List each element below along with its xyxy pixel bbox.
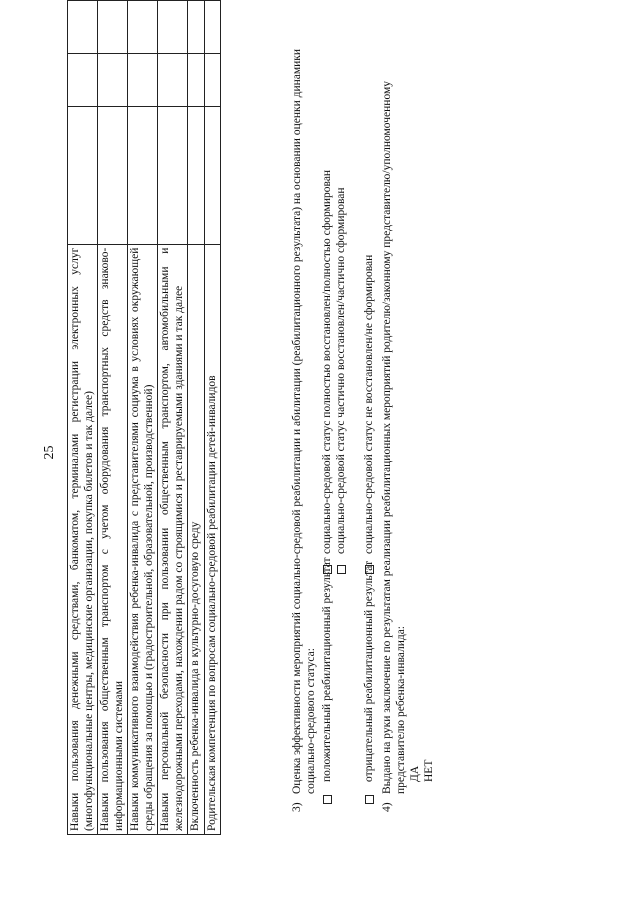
table-cell — [98, 1, 128, 54]
table-row — [128, 1, 158, 835]
table-cell — [204, 1, 221, 54]
table-cell — [188, 54, 205, 107]
section-4-heading — [380, 12, 408, 812]
skills-table — [67, 0, 221, 835]
table-cell — [188, 1, 205, 54]
table-cell — [158, 1, 188, 54]
section-number: 4) — [381, 802, 393, 812]
not-restored-label: социально-средовой статус не восстановлен/не сформирован — [363, 254, 375, 554]
partial-restore-checkbox[interactable] — [337, 565, 346, 574]
table-cell — [98, 54, 128, 107]
table-cell — [158, 107, 188, 244]
table-cell — [68, 54, 98, 107]
section-3-effectiveness — [290, 12, 376, 812]
section-4-heading-text: Выдано на руки заключение по результатам реализации реабилитационных мероприятий родителю/законному представителю/уполномоченному представителю ребенка-инвалида: — [381, 81, 407, 794]
table-cell — [68, 1, 98, 54]
negative-result-label: отрицательный реабилитационный результат — [363, 560, 375, 782]
table-cell — [128, 54, 158, 107]
table-cell — [204, 54, 221, 107]
positive-result-label: положительный реабилитационный результат — [321, 557, 333, 782]
table-cell — [128, 1, 158, 54]
section-3-heading — [290, 12, 318, 812]
table-cell-text: Навыки пользования общественным транспортом с учетом оборудования транспортных средств знаково-информационными системами — [98, 244, 128, 834]
table-cell — [204, 107, 221, 244]
answer-yes[interactable]: ДА — [409, 765, 421, 782]
negative-result-row — [362, 12, 376, 812]
full-restore-checkbox[interactable] — [323, 565, 332, 574]
full-restore-label: социально-средовой статус полностью восстановлен/полностью сформирован — [321, 169, 333, 554]
table-cell-text: Навыки пользования денежными средствами, банкоматом, терминалами регистрации электронных услуг (многофункциональные центры, медицинские организации, покупка билетов и так далее) — [68, 244, 98, 834]
table-row — [68, 1, 98, 835]
section-number: 3) — [291, 802, 303, 812]
table-cell-text: Навыки персональной безопасности при пользовании общественным транспортом, автомобильными и железнодорожными переходами, нахождении радом со строящимися и реставрируемыми зданиями и так далее — [158, 244, 188, 834]
table-cell — [128, 107, 158, 244]
positive-result-checkbox[interactable] — [323, 795, 332, 804]
partial-restore-row — [334, 12, 348, 812]
table-cell-text: Включенность ребенка-инвалида в культурно-досуговую среду — [188, 244, 205, 834]
table-cell-text: Родительская компетенция по вопросам социально-средовой реабилитации детей-инвалидов — [204, 244, 221, 834]
answer-options — [408, 12, 436, 812]
partial-restore-label: социально-средовой статус частично восстановлен/частично сформирован — [335, 187, 347, 554]
table-cell — [68, 107, 98, 244]
table-cell-text: Навыки коммуникативного взаимодействия ребенка-инвалида с представителями социума в условиях окружающей среды обращения за помощью и (градостроительной, образовательной, производственной) — [128, 244, 158, 834]
table-cell — [98, 107, 128, 244]
table-row — [188, 1, 205, 835]
answer-no[interactable]: НЕТ — [423, 759, 435, 782]
positive-result-row — [320, 12, 334, 812]
table-row — [204, 1, 221, 835]
page-number: 25 — [42, 445, 57, 460]
section-3-heading-text: Оценка эффективности мероприятий социально-средовой реабилитации и абилитации (реабилитационного результата) на основании оценки динамики социально-средового статуса: — [291, 48, 317, 794]
table-cell — [188, 107, 205, 244]
section-4-conclusion — [380, 12, 436, 812]
table-row — [158, 1, 188, 835]
not-restored-checkbox[interactable] — [365, 565, 374, 574]
negative-result-checkbox[interactable] — [365, 795, 374, 804]
table-cell — [158, 54, 188, 107]
table-row — [98, 1, 128, 835]
